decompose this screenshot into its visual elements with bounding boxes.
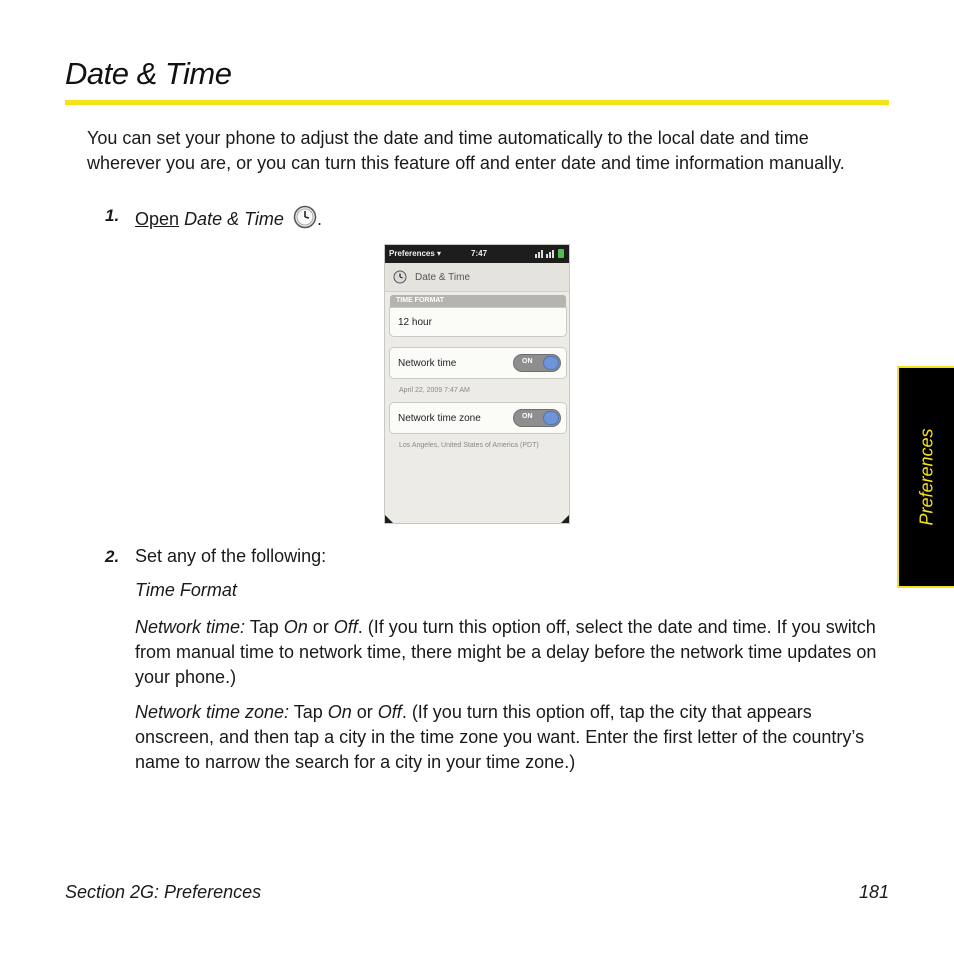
- screen-corners: [385, 515, 569, 523]
- option-label: Network time zone:: [135, 702, 290, 722]
- option-off: Off: [377, 702, 402, 722]
- option-network-time-zone: [135, 700, 895, 775]
- option-text: or: [351, 702, 378, 722]
- screen-title: Date & Time: [415, 272, 471, 283]
- option-description: . (If you turn this option off, tap the city that appears onscreen, and then tap a city in the time zone you want. Enter the first letter of the country’s name to narrow the search for a city in your time zone.): [135, 702, 865, 772]
- option-description: . (If you turn this option off, select the date and time. If you switch from manual time to network time, there might be a delay before the network time updates on your phone.): [135, 617, 877, 687]
- option-text: or: [307, 617, 334, 637]
- toggle-knob: [543, 411, 559, 425]
- step-number: 1.: [105, 206, 120, 225]
- clock-icon: [393, 270, 407, 284]
- page-number: 181: [858, 882, 889, 902]
- toggle-on-text: ON: [522, 358, 533, 365]
- step-period: .: [316, 209, 322, 229]
- open-word: Open: [135, 209, 180, 229]
- time-format-group-label: TIME FORMAT: [390, 295, 566, 307]
- option-off: Off: [333, 617, 358, 637]
- time-format-row[interactable]: [389, 307, 567, 337]
- network-time-zone-row[interactable]: [389, 402, 567, 434]
- footer-section: Section 2G: Preferences: [65, 882, 262, 902]
- clock-icon: [293, 205, 317, 229]
- network-zone-label: Network time zone: [398, 413, 481, 424]
- signal-battery-icon: [535, 248, 565, 261]
- network-zone-city: Los Angeles, United States of America (PDT): [399, 442, 539, 449]
- phone-screenshot: [384, 244, 570, 524]
- network-time-label: Network time: [398, 358, 457, 369]
- status-app-menu: Preferences ▾: [389, 249, 442, 258]
- status-clock: 7:47: [471, 249, 488, 258]
- step-number: 2.: [105, 547, 120, 566]
- option-text: Tap: [289, 702, 328, 722]
- step-body: [135, 205, 322, 230]
- option-text: Tap: [245, 617, 284, 637]
- network-time-toggle[interactable]: [513, 354, 561, 372]
- title-underline: [65, 100, 889, 105]
- option-on: On: [327, 702, 352, 722]
- network-time-date: April 22, 2009 7:47 AM: [399, 387, 470, 394]
- network-zone-toggle[interactable]: [513, 409, 561, 427]
- option-network-time: [135, 615, 895, 690]
- option-time-format: Time Format: [135, 580, 237, 600]
- side-tab-label: Preferences: [916, 428, 936, 526]
- section-side-tab: [897, 366, 954, 588]
- option-on: On: [283, 617, 308, 637]
- time-format-value: 12 hour: [398, 317, 432, 328]
- toggle-on-text: ON: [522, 413, 533, 420]
- step-body: Set any of the following:: [135, 546, 327, 566]
- network-time-row[interactable]: [389, 347, 567, 379]
- page-title: Date & Time: [65, 56, 232, 91]
- intro-paragraph: You can set your phone to adjust the date and time automatically to the local date and time wherever you are, or you can turn this feature off and enter date and time information manually.: [87, 128, 845, 173]
- option-label: Network time:: [135, 617, 246, 637]
- app-name: Date & Time: [184, 209, 284, 229]
- status-bar: [385, 245, 569, 263]
- screen-header: [385, 263, 569, 292]
- toggle-knob: [543, 356, 559, 370]
